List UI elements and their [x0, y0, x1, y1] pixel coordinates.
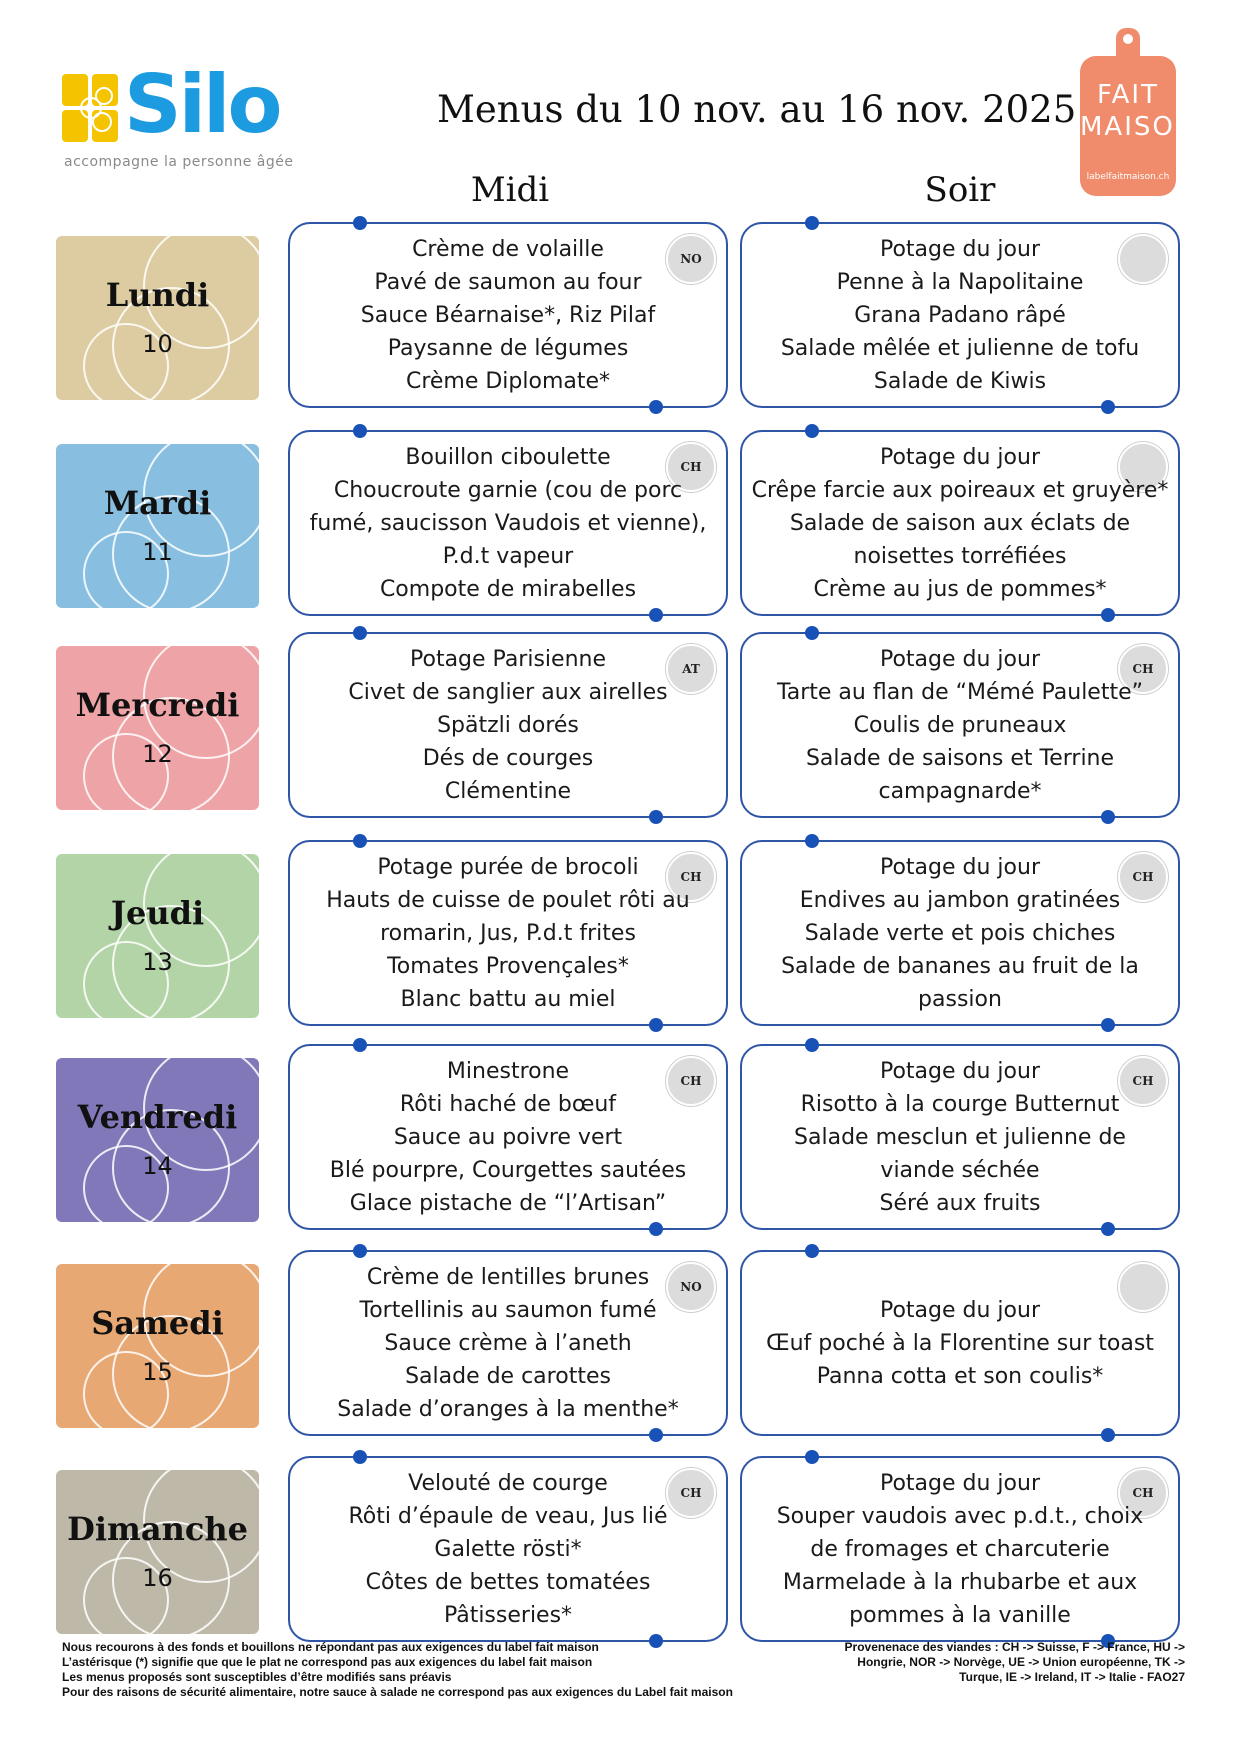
menu-line: Coulis de pruneaux	[853, 712, 1067, 738]
day-name: Samedi	[91, 1304, 224, 1342]
menu-line: Potage du jour	[879, 1470, 1040, 1496]
menu-line: Côtes de bettes tomatées	[365, 1569, 651, 1595]
silo-logo	[62, 58, 312, 172]
menu-line: passion	[918, 986, 1002, 1012]
menu-card-midi	[288, 222, 728, 408]
footer-note: Nous recourons à des fonds et bouillons ne répondant pas aux exigences du label fait maison	[62, 1640, 599, 1654]
badge-line1: FAIT	[1097, 80, 1159, 110]
menu-line: Grana Padano râpé	[854, 302, 1066, 328]
day-name: Dimanche	[67, 1510, 248, 1548]
origin-badge: NO	[666, 1262, 716, 1312]
menu-line: Blanc battu au miel	[400, 986, 616, 1012]
footer-provenance	[790, 1640, 1185, 1685]
menu-line: Salade de Kiwis	[873, 368, 1047, 394]
menu-line: Potage du jour	[879, 1297, 1040, 1323]
menu-line: Salade mesclun et julienne de	[794, 1124, 1126, 1150]
logo-wordmark: Silo	[124, 58, 280, 151]
menu-line: Souper vaudois avec p.d.t., choix	[776, 1503, 1144, 1529]
provenance-line: Turque, IE -> Ireland, IT -> Italie - FAO27	[959, 1670, 1185, 1684]
day-number: 11	[142, 538, 173, 566]
menu-line: Crêpe farcie aux poireaux et gruyère*	[751, 477, 1169, 503]
menu-card-soir	[740, 1044, 1180, 1230]
menu-line: Dés de courges	[422, 745, 594, 771]
menu-line: Crème de lentilles brunes	[366, 1264, 650, 1290]
day-tile	[56, 854, 259, 1018]
day-name: Mercredi	[75, 686, 240, 724]
day-tile	[56, 1470, 259, 1634]
menu-line: noisettes torréfiées	[853, 543, 1067, 569]
origin-badge: AT	[666, 644, 716, 694]
origin-badge: CH	[666, 1468, 716, 1518]
menu-line: Potage du jour	[879, 854, 1040, 880]
menu-line: Potage du jour	[879, 646, 1040, 672]
menu-line: Tarte au flan de “Mémé Paulette”	[776, 679, 1144, 705]
day-number: 13	[142, 948, 173, 976]
origin-badge: NO	[666, 234, 716, 284]
origin-badge: CH	[1118, 1468, 1168, 1518]
menu-line: Salade de bananes au fruit de la	[781, 953, 1139, 979]
tile-circles-icon	[56, 854, 259, 1018]
menu-line: Crème Diplomate*	[405, 368, 611, 394]
menu-line: Penne à la Napolitaine	[836, 269, 1084, 295]
menu-card-soir	[740, 1250, 1180, 1436]
menu-line: Endives au jambon gratinées	[799, 887, 1121, 913]
menu-card-soir	[740, 632, 1180, 818]
menu-line: Potage du jour	[879, 1058, 1040, 1084]
menu-card-midi	[288, 1456, 728, 1642]
menu-line: Minestrone	[446, 1058, 570, 1084]
menu-line: Sauce Béarnaise*, Riz Pilaf	[360, 302, 656, 328]
menu-line: Potage du jour	[879, 236, 1040, 262]
menu-line: Potage Parisienne	[410, 646, 606, 672]
provenance-line: Provenenace des viandes : CH -> Suisse, F -> France, HU ->	[844, 1640, 1185, 1654]
day-name: Mardi	[103, 484, 212, 522]
menu-line: Rôti haché de bœuf	[399, 1091, 617, 1117]
menu-line: Salade de saisons et Terrine	[805, 745, 1115, 771]
footer-note: L’astérisque (*) signifie que que le plat ne correspond pas aux exigences du label fait maison	[62, 1655, 593, 1669]
menu-line: Galette rösti*	[434, 1536, 582, 1562]
menu-card-midi	[288, 840, 728, 1026]
menu-line: campagnarde*	[878, 778, 1042, 804]
menu-line: Œuf poché à la Florentine sur toast	[766, 1330, 1154, 1356]
menu-line: Sauce au poivre vert	[393, 1124, 623, 1150]
menu-line: Salade verte et pois chiches	[804, 920, 1116, 946]
menu-line: Blé pourpre, Courgettes sautées	[329, 1157, 687, 1183]
tile-circles-icon	[56, 1264, 259, 1428]
tile-circles-icon	[56, 444, 259, 608]
fait-maison-badge	[1080, 28, 1197, 196]
page-title: Menus du 10 nov. au 16 nov. 2025	[437, 88, 1077, 131]
menu-line: Choucroute garnie (cou de porc	[333, 477, 683, 503]
day-tile	[56, 1264, 259, 1428]
menu-line: Tomates Provençales*	[387, 953, 629, 979]
day-number: 14	[142, 1152, 173, 1180]
tile-circles-icon	[56, 236, 259, 400]
origin-badge: CH	[666, 1056, 716, 1106]
badge-line2: MAISON	[1080, 112, 1197, 142]
menu-line: viande séchée	[880, 1157, 1040, 1183]
provenance-line: Hongrie, NOR -> Norvège, UE -> Union européenne, TK ->	[857, 1655, 1185, 1669]
menu-card-midi	[288, 632, 728, 818]
day-tile	[56, 444, 259, 608]
menu-line: Rôti d’épaule de veau, Jus lié	[348, 1503, 668, 1529]
footer-notes	[62, 1640, 822, 1700]
menu-card-soir	[740, 430, 1180, 616]
origin-badge: CH	[1118, 852, 1168, 902]
footer-note: Pour des raisons de sécurité alimentaire, notre sauce à salade ne correspond pas aux exigences du Label fait maison	[62, 1685, 733, 1699]
tile-circles-icon	[56, 646, 259, 810]
menu-card-midi	[288, 430, 728, 616]
menu-line: Panna cotta et son coulis*	[816, 1363, 1104, 1389]
menu-line: Paysanne de légumes	[387, 335, 629, 361]
logo-mark-icon	[62, 74, 120, 142]
menu-line: Civet de sanglier aux airelles	[348, 679, 668, 705]
menu-line: Séré aux fruits	[879, 1190, 1041, 1216]
menu-line: Salade mêlée et julienne de tofu	[780, 335, 1140, 361]
origin-badge: CH	[666, 442, 716, 492]
menu-line: P.d.t vapeur	[442, 543, 574, 569]
day-tile	[56, 1058, 259, 1222]
menu-card-soir	[740, 222, 1180, 408]
menu-line: Risotto à la courge Butternut	[800, 1091, 1120, 1117]
day-tile	[56, 236, 259, 400]
menu-card-soir	[740, 840, 1180, 1026]
day-name: Vendredi	[77, 1098, 238, 1136]
day-number: 16	[142, 1564, 173, 1592]
menu-line: Crème au jus de pommes*	[813, 576, 1107, 602]
menu-line: Potage du jour	[879, 444, 1040, 470]
menu-line: Crème de volaille	[412, 236, 604, 262]
menu-line: Glace pistache de “l’Artisan”	[349, 1190, 667, 1216]
day-number: 12	[142, 740, 173, 768]
footer-note: Les menus proposés sont susceptibles d’être modifiés sans préavis	[62, 1670, 452, 1684]
tile-circles-icon	[56, 1058, 259, 1222]
menu-line: Tortellinis au saumon fumé	[359, 1297, 657, 1323]
menu-line: Sauce crème à l’aneth	[384, 1330, 632, 1356]
menu-line: Bouillon ciboulette	[405, 444, 611, 470]
day-number: 10	[142, 330, 173, 358]
menu-card-midi	[288, 1044, 728, 1230]
menu-line: Spätzli dorés	[437, 712, 579, 738]
logo-tagline: accompagne la personne âgée	[64, 154, 294, 170]
menu-line: Marmelade à la rhubarbe et aux	[782, 1569, 1138, 1595]
menu-line: Pâtisseries*	[443, 1602, 573, 1628]
menu-line: fumé, saucisson Vaudois et vienne),	[309, 510, 707, 536]
column-header-midi: Midi	[470, 170, 550, 210]
tile-circles-icon	[56, 1470, 259, 1634]
menu-card-midi	[288, 1250, 728, 1436]
badge-url: labelfaitmaison.ch	[1086, 172, 1170, 182]
menu-line: romarin, Jus, P.d.t frites	[380, 920, 636, 946]
day-name: Jeudi	[110, 894, 205, 932]
column-header-soir: Soir	[924, 170, 996, 210]
menu-line: Salade de saison aux éclats de	[789, 510, 1131, 536]
day-number: 15	[142, 1358, 173, 1386]
menu-line: Potage purée de brocoli	[377, 854, 639, 880]
origin-badge: CH	[666, 852, 716, 902]
menu-line: Salade de carottes	[405, 1363, 611, 1389]
origin-badge: CH	[1118, 644, 1168, 694]
menu-line: Salade d’oranges à la menthe*	[337, 1396, 679, 1422]
menu-card-soir	[740, 1456, 1180, 1642]
menu-line: Clémentine	[444, 778, 572, 804]
menu-line: pommes à la vanille	[849, 1602, 1071, 1628]
origin-badge: CH	[1118, 1056, 1168, 1106]
day-name: Lundi	[105, 276, 210, 314]
day-tile	[56, 646, 259, 810]
menu-line: Velouté de courge	[408, 1470, 608, 1496]
menu-line: de fromages et charcuterie	[810, 1536, 1110, 1562]
menu-line: Pavé de saumon au four	[374, 269, 642, 295]
menu-line: Hauts de cuisse de poulet rôti au	[326, 887, 690, 913]
menu-line: Compote de mirabelles	[379, 576, 637, 602]
